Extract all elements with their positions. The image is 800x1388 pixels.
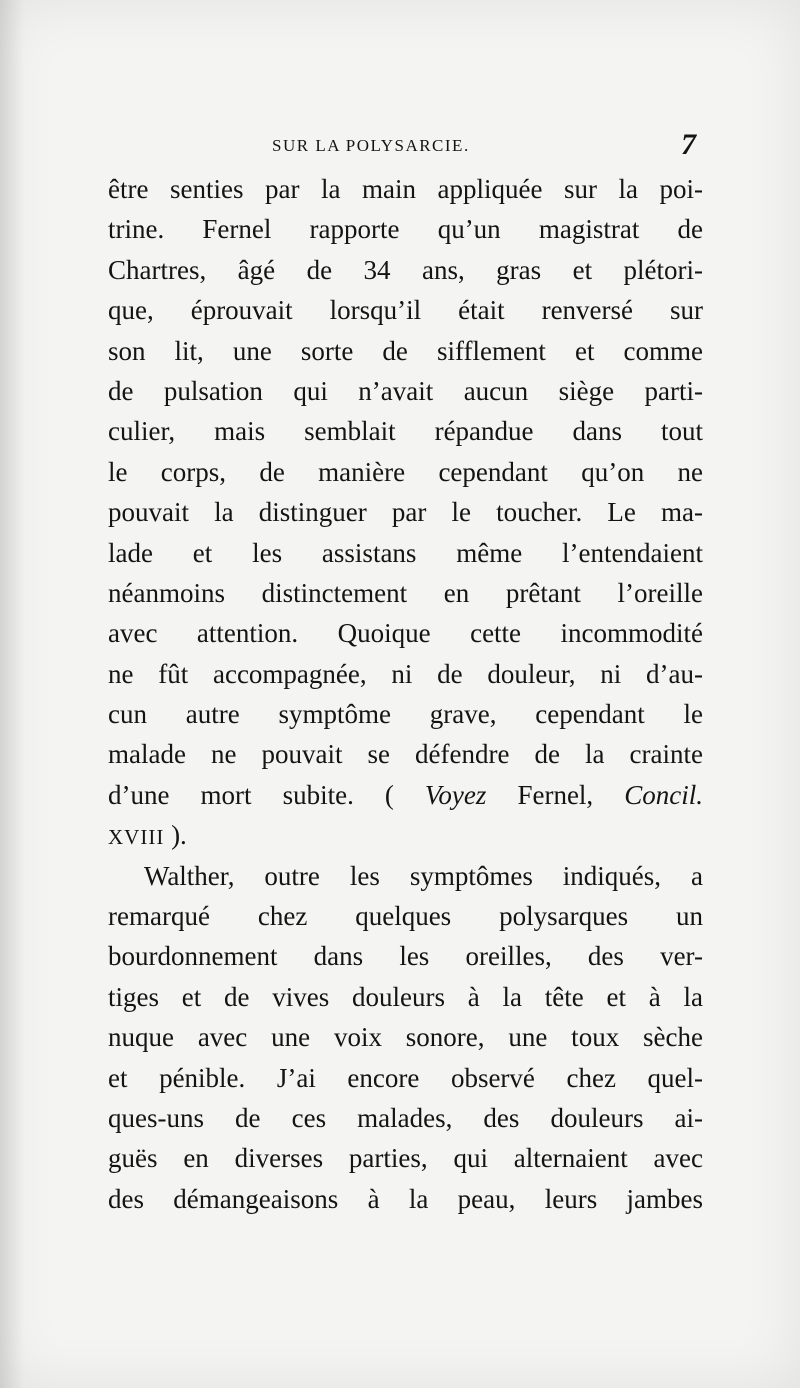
- citation-concil: Concil.: [624, 779, 703, 810]
- running-title: SUR LA POLYSARCIE.: [272, 136, 470, 155]
- citation-end-line: [108, 815, 703, 855]
- citation-text-middle: Fernel,: [486, 779, 625, 810]
- text-line: culier, mais semblait répandue dans tout: [108, 416, 703, 447]
- citation-close: ).: [164, 820, 187, 851]
- text-line: le corps, de manière cependant qu’on ne: [108, 456, 703, 487]
- text-line: des démangeaisons à la peau, leurs jambes: [108, 1183, 703, 1214]
- paragraph-1: [108, 169, 703, 856]
- text-line: et pénible. J’ai encore observé chez quel-: [108, 1062, 703, 1093]
- text-line: malade ne pouvait se défendre de la crainte: [108, 739, 703, 770]
- paragraph-2: [108, 856, 703, 1220]
- text-line: cun autre symptôme grave, cependant le: [108, 699, 703, 730]
- text-line: pouvait la distinguer par le toucher. Le ma-: [108, 497, 703, 528]
- text-line: tiges et de vives douleurs à la tête et à la: [108, 981, 703, 1012]
- text-line: que, éprouvait lorsqu’il était renversé sur: [108, 295, 703, 326]
- citation-voyez: Voyez: [424, 779, 487, 810]
- text-line: trine. Fernel rapporte qu’un magistrat de: [108, 214, 703, 245]
- text-line: ques-uns de ces malades, des douleurs ai-: [108, 1102, 703, 1133]
- text-line: Chartres, âgé de 34 ans, gras et plétori-: [108, 254, 703, 285]
- text-line: Walther, outre les symptômes indiqués, a: [144, 860, 703, 891]
- text-line: néanmoins distinctement en prêtant l’oreille: [108, 577, 703, 608]
- text-line: de pulsation qui n’avait aucun siège parti-: [108, 375, 703, 406]
- running-head: [110, 128, 698, 164]
- text-line: son lit, une sorte de sifflement et comme: [108, 335, 703, 366]
- text-line: ne fût accompagnée, ni de douleur, ni d’au-: [108, 658, 703, 689]
- roman-numeral: XVIII: [108, 825, 165, 850]
- text-line: nuque avec une voix sonore, une toux sèche: [108, 1022, 703, 1053]
- text-line: bourdonnement dans les oreilles, des ver-: [108, 941, 703, 972]
- page-number: 7: [681, 128, 696, 161]
- citation-text-before: d’une mort subite. (: [108, 779, 425, 810]
- text-line: remarqué chez quelques polysarques un: [108, 901, 703, 932]
- text-line: être senties par la main appliquée sur la poi-: [108, 174, 703, 204]
- text-line: guës en diverses parties, qui alternaient avec: [108, 1143, 703, 1174]
- text-line: avec attention. Quoique cette incommodité: [108, 618, 703, 649]
- text-line: lade et les assistans même l’entendaient: [108, 537, 703, 568]
- citation-line: [108, 775, 703, 815]
- body-text: [108, 169, 703, 1219]
